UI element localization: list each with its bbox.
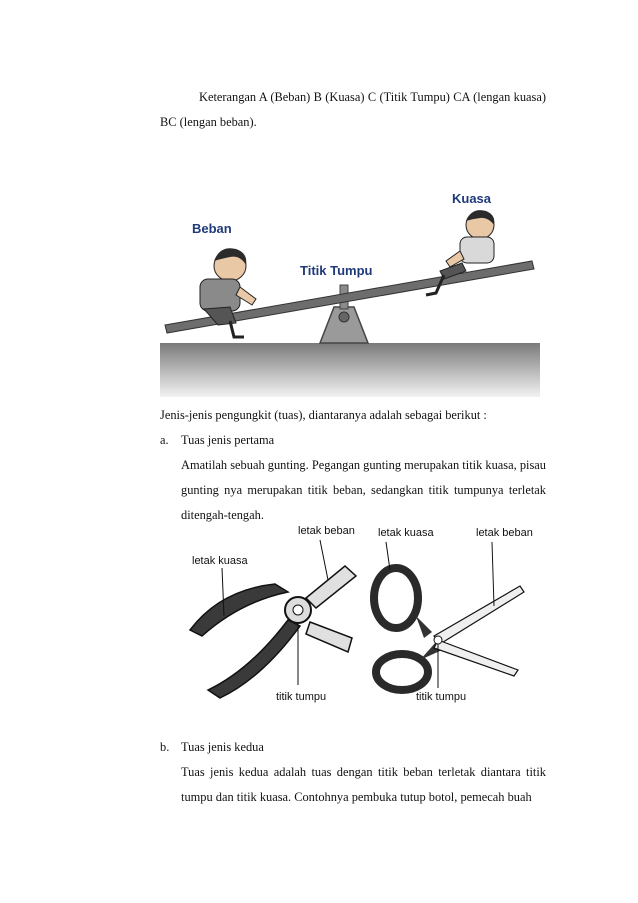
label-kuasa: Kuasa [452,191,492,206]
label-titik-tumpu: Titik Tumpu [300,263,373,278]
intro-paragraph: Keterangan A (Beban) B (Kuasa) C (Titik Tumpu) CA (lengan kuasa) BC (lengan beban). [160,90,546,129]
item-a-title: Tuas jenis pertama [181,433,275,447]
scissors-label-beban: letak beban [476,527,533,539]
scissors-drawing [374,542,524,690]
pliers-label-beban: letak beban [298,525,355,537]
scissors-label-tumpu: titik tumpu [416,691,467,703]
types-intro: Jenis-jenis pengungkit (tuas), diantaranya adalah sebagai berikut : [160,408,487,422]
label-beban: Beban [192,221,232,236]
seesaw-figure [160,175,540,397]
list-marker-b: b. [160,740,170,754]
pliers-label-kuasa: letak kuasa [192,555,248,567]
list-marker-a: a. [160,433,169,447]
item-b-body: Tuas jenis kedua adalah tuas dengan titik beban terletak diantara titik tumpu dan titik kuasa. Contohnya pembuka tutup botol, pemecah buah [181,765,546,804]
pliers-scissors-figure [180,520,542,720]
item-a-body: Amatilah sebuah gunting. Pegangan gunting merupakan titik kuasa, pisau gunting nya merupakan titik beban, sedangkan titik tumpunya terletak ditengah-tengah. [181,458,546,522]
scissors-label-kuasa: letak kuasa [378,527,434,539]
pliers-label-tumpu: titik tumpu [276,691,327,703]
item-b-title: Tuas jenis kedua [181,740,264,754]
ground [160,343,540,397]
